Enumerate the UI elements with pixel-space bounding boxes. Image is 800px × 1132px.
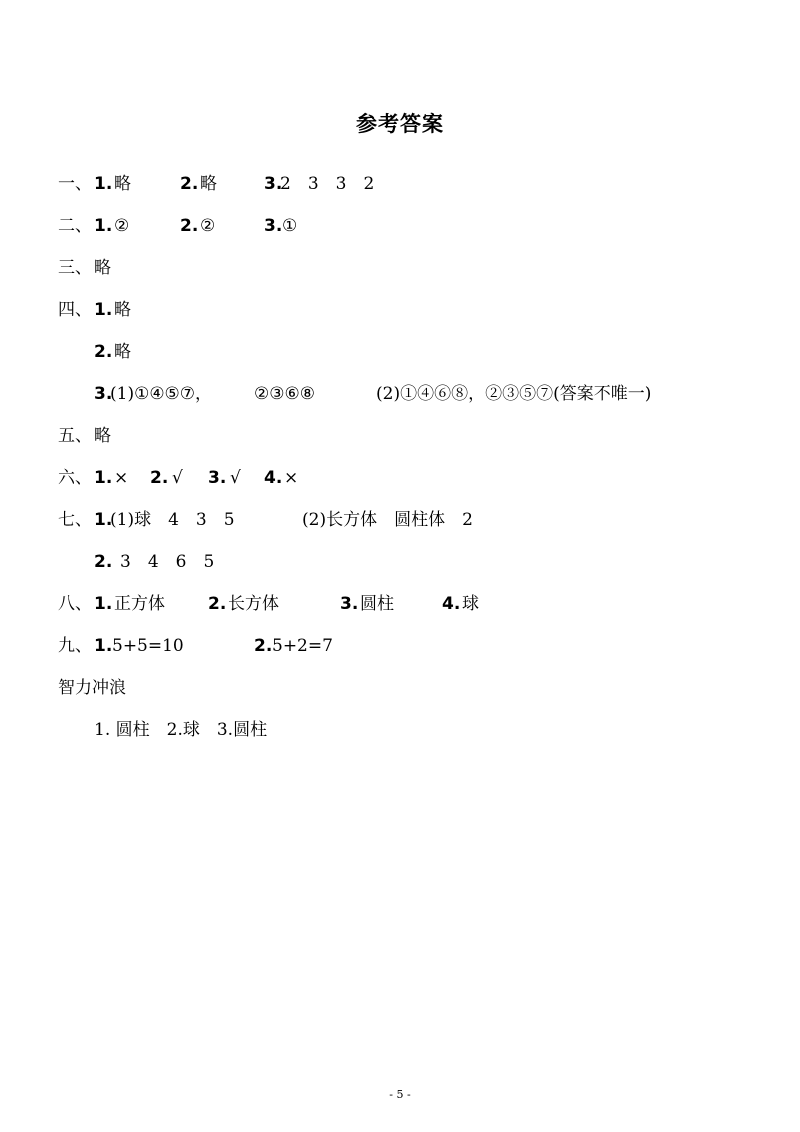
section-3-answer: 略 (94, 258, 111, 278)
section-9-item-2-answer: 5+2=7 (272, 636, 333, 656)
section-2-item-1-number: 1. (94, 216, 113, 236)
section-1-item-1-answer: 略 (114, 174, 131, 194)
section-1-item-1-number: 1. (94, 174, 113, 194)
section-9-heading: 九、 (58, 636, 92, 656)
section-6-item-4-number: 4. (264, 468, 283, 488)
section-6-item-2-number: 2. (150, 468, 169, 488)
section-8-item-4-number: 4. (442, 594, 461, 614)
section-4-item-2-number: 2. (94, 342, 113, 362)
section-4-item-3-part-3: (2)①④⑥⑧，②③⑤⑦(答案不唯一) (376, 384, 652, 404)
section-9-item-1-answer: 5+5=10 (112, 636, 184, 656)
section-6-item-1-answer: × (114, 468, 129, 488)
section-2-item-2-answer: ② (200, 216, 216, 236)
section-8-item-2-answer: 长方体 (228, 594, 279, 614)
section-8-heading: 八、 (58, 594, 92, 614)
section-2-item-3-number: 3. (264, 216, 283, 236)
section-4-item-2-answer: 略 (114, 342, 131, 362)
bonus-answers: 1. 圆柱 2.球 3.圆柱 (94, 720, 268, 740)
section-7-item-1-part-1: (1)球 4 3 5 (110, 510, 235, 530)
section-6-item-2-answer: √ (172, 468, 183, 488)
section-6-item-3-number: 3. (208, 468, 227, 488)
section-4-item-1-answer: 略 (114, 300, 131, 320)
section-8-item-1-answer: 正方体 (114, 594, 165, 614)
section-7-item-1-number: 1. (94, 510, 113, 530)
section-2-item-3-answer: ① (282, 216, 298, 236)
section-6-item-4-answer: × (284, 468, 299, 488)
section-4-item-3-part-2: ②③⑥⑧ (254, 384, 315, 404)
section-5-answer: 略 (94, 426, 111, 446)
section-4-item-3-number: 3. (94, 384, 113, 404)
section-7-heading: 七、 (58, 510, 92, 530)
section-5-heading: 五、 (58, 426, 92, 446)
section-8-item-3-number: 3. (340, 594, 359, 614)
section-7-item-2-answer: 3 4 6 5 (120, 552, 215, 572)
page-number: - 5 - (389, 1088, 411, 1101)
section-8-item-4-answer: 球 (462, 594, 479, 614)
section-2-heading: 二、 (58, 216, 92, 236)
section-8-item-3-answer: 圆柱 (360, 594, 394, 614)
section-4-item-3-part-1: (1)①④⑤⑦， (110, 384, 213, 404)
section-9-item-1-number: 1. (94, 636, 113, 656)
section-1-item-2-number: 2. (180, 174, 199, 194)
section-6-item-1-number: 1. (94, 468, 113, 488)
section-1-item-3-answer: 2 3 3 2 (280, 174, 375, 194)
bonus-heading: 智力冲浪 (58, 678, 126, 698)
section-2-item-1-answer: ② (114, 216, 130, 236)
section-7-item-2-number: 2. (94, 552, 113, 572)
section-6-heading: 六、 (58, 468, 92, 488)
section-8-item-1-number: 1. (94, 594, 113, 614)
section-8-item-2-number: 2. (208, 594, 227, 614)
section-2-item-2-number: 2. (180, 216, 199, 236)
section-1-item-3-number: 3. (264, 174, 283, 194)
section-4-item-1-number: 1. (94, 300, 113, 320)
section-1-heading: 一、 (58, 174, 92, 194)
section-3-heading: 三、 (58, 258, 92, 278)
section-6-item-3-answer: √ (230, 468, 241, 488)
page-title: 参考答案 (356, 112, 444, 136)
section-9-item-2-number: 2. (254, 636, 273, 656)
section-4-heading: 四、 (58, 300, 92, 320)
section-7-item-1-part-2: (2)长方体 圆柱体 2 (302, 510, 473, 530)
section-1-item-2-answer: 略 (200, 174, 217, 194)
